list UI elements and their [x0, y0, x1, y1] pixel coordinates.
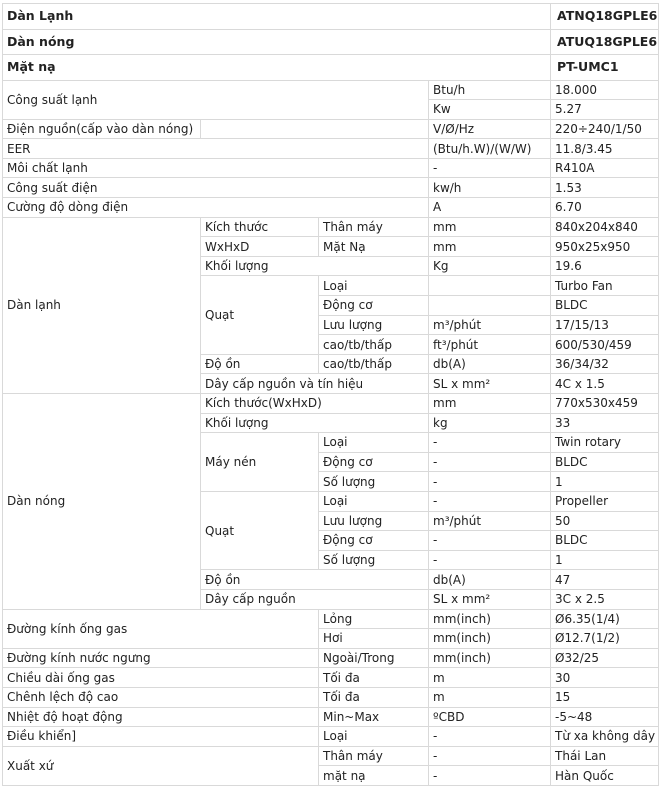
unit-cell: [429, 276, 551, 296]
value-cell: Từ xa không dây: [551, 727, 659, 747]
table-row: [3, 394, 659, 414]
value-cell: R410A: [551, 158, 659, 178]
sub-label: Lưu lượng: [319, 511, 429, 531]
unit-cell: [429, 296, 551, 316]
value-cell: Hàn Quốc: [551, 766, 659, 786]
unit-cell: -: [429, 491, 551, 511]
unit-cell: mm(inch): [429, 629, 551, 649]
unit-cell: mm: [429, 237, 551, 257]
value-cell: Ø6.35(1/4): [551, 609, 659, 629]
sub-label: Loại: [319, 433, 429, 453]
value-cell: 5.27: [551, 100, 659, 120]
sub-label: Ngoài/Trong: [319, 648, 429, 668]
value-cell: Propeller: [551, 491, 659, 511]
value-cell: 600/530/459: [551, 335, 659, 355]
spec-table: [2, 3, 659, 786]
value-cell: 1.53: [551, 178, 659, 198]
value-cell: 18.000: [551, 80, 659, 100]
value-cell: 17/15/13: [551, 315, 659, 335]
unit-cell: ºCBD: [429, 707, 551, 727]
row-label: Môi chất lạnh: [3, 158, 429, 178]
unit-cell: -: [429, 746, 551, 766]
unit-cell: V/Ø/Hz: [429, 119, 551, 139]
value-cell: 15: [551, 687, 659, 707]
sub-label: Tối đa: [319, 668, 429, 688]
value-cell: Turbo Fan: [551, 276, 659, 296]
row-label: Quạt: [201, 491, 319, 569]
value-cell: 840x204x840: [551, 217, 659, 237]
unit-cell: -: [429, 766, 551, 786]
table-row: [3, 139, 659, 159]
table-row: [3, 29, 659, 55]
value-cell: Ø12.7(1/2): [551, 629, 659, 649]
row-label: Điện nguồn(cấp vào dàn nóng): [3, 119, 201, 139]
row-label: Máy nén: [201, 433, 319, 492]
unit-cell: m³/phút: [429, 315, 551, 335]
row-label: Mặt nạ: [3, 55, 551, 81]
unit-cell: SL x mm²: [429, 374, 551, 394]
table-row: [3, 746, 659, 766]
row-label: Dây cấp nguồn: [201, 589, 429, 609]
value-cell: 950x25x950: [551, 237, 659, 257]
table-row: [3, 178, 659, 198]
value-cell: 30: [551, 668, 659, 688]
unit-cell: db(A): [429, 570, 551, 590]
table-row: [3, 727, 659, 747]
unit-cell: kw/h: [429, 178, 551, 198]
unit-cell: m: [429, 668, 551, 688]
row-label: Dàn nóng: [3, 29, 551, 55]
unit-cell: -: [429, 158, 551, 178]
table-row: [3, 55, 659, 81]
unit-cell: -: [429, 550, 551, 570]
unit-cell: Btu/h: [429, 80, 551, 100]
unit-cell: -: [429, 433, 551, 453]
sub-label: Thân máy: [319, 217, 429, 237]
sub-label: Số lượng: [319, 472, 429, 492]
sub-label: Lưu lượng: [319, 315, 429, 335]
value-cell: 4C x 1.5: [551, 374, 659, 394]
table-row: [3, 648, 659, 668]
sub-label: Loại: [319, 491, 429, 511]
row-label: Quạt: [201, 276, 319, 354]
row-value: ATNQ18GPLE6: [551, 4, 659, 30]
value-cell: 220÷240/1/50: [551, 119, 659, 139]
sub-label: Loại: [319, 727, 429, 747]
value-cell: Twin rotary: [551, 433, 659, 453]
row-value: PT-UMC1: [551, 55, 659, 81]
value-cell: 1: [551, 472, 659, 492]
sub-label: Loại: [319, 276, 429, 296]
unit-cell: mm: [429, 217, 551, 237]
row-value: ATUQ18GPLE6: [551, 29, 659, 55]
value-cell: -5~48: [551, 707, 659, 727]
row-label: Dây cấp nguồn và tín hiệu: [201, 374, 429, 394]
sub-label: cao/tb/thấp: [319, 335, 429, 355]
section-label-outdoor: Dàn nóng: [3, 394, 201, 610]
sub-label: Lỏng: [319, 609, 429, 629]
row-label: Xuất xứ: [3, 746, 319, 785]
row-label: Kích thước: [201, 217, 319, 237]
row-label: Chiều dài ống gas: [3, 668, 319, 688]
row-label: Đường kính nước ngưng: [3, 648, 319, 668]
value-cell: 50: [551, 511, 659, 531]
unit-cell: kg: [429, 413, 551, 433]
unit-cell: m: [429, 687, 551, 707]
row-label: Chênh lệch độ cao: [3, 687, 319, 707]
value-cell: 6.70: [551, 198, 659, 218]
row-label: Khối lượng: [201, 256, 429, 276]
table-row: [3, 609, 659, 629]
unit-cell: -: [429, 472, 551, 492]
value-cell: 770x530x459: [551, 394, 659, 414]
value-cell: 19.6: [551, 256, 659, 276]
sub-label: Động cơ: [319, 296, 429, 316]
value-cell: BLDC: [551, 531, 659, 551]
unit-cell: -: [429, 452, 551, 472]
value-cell: 33: [551, 413, 659, 433]
table-row: [3, 668, 659, 688]
unit-cell: Kg: [429, 256, 551, 276]
table-row: [3, 4, 659, 30]
sub-label: Động cơ: [319, 531, 429, 551]
unit-cell: db(A): [429, 354, 551, 374]
table-row: [3, 119, 659, 139]
row-label: Nhiệt độ hoạt động: [3, 707, 319, 727]
row-label: Kích thước(WxHxD): [201, 394, 429, 414]
unit-cell: SL x mm²: [429, 589, 551, 609]
table-row: [3, 198, 659, 218]
sub-label: mặt nạ: [319, 766, 429, 786]
unit-cell: mm: [429, 394, 551, 414]
unit-cell: ft³/phút: [429, 335, 551, 355]
value-cell: 47: [551, 570, 659, 590]
sub-label: cao/tb/thấp: [319, 354, 429, 374]
table-row: [3, 687, 659, 707]
unit-cell: m³/phút: [429, 511, 551, 531]
unit-cell: (Btu/h.W)/(W/W): [429, 139, 551, 159]
row-label: Khối lượng: [201, 413, 429, 433]
sub-label: Tối đa: [319, 687, 429, 707]
row-label: WxHxD: [201, 237, 319, 257]
unit-cell: Kw: [429, 100, 551, 120]
value-cell: Thái Lan: [551, 746, 659, 766]
row-label: Công suất điện: [3, 178, 429, 198]
unit-cell: mm(inch): [429, 609, 551, 629]
value-cell: BLDC: [551, 452, 659, 472]
table-row: [3, 80, 659, 100]
unit-cell: A: [429, 198, 551, 218]
section-label-indoor: Dàn lạnh: [3, 217, 201, 393]
empty-cell: [201, 119, 429, 139]
table-row: [3, 158, 659, 178]
unit-cell: mm(inch): [429, 648, 551, 668]
row-label: EER: [3, 139, 429, 159]
row-label: Đường kính ống gas: [3, 609, 319, 648]
table-row: [3, 217, 659, 237]
row-label: Công suất lạnh: [3, 80, 429, 119]
sub-label: Min~Max: [319, 707, 429, 727]
row-label: Điều khiển]: [3, 727, 319, 747]
value-cell: 36/34/32: [551, 354, 659, 374]
value-cell: 3C x 2.5: [551, 589, 659, 609]
sub-label: Hơi: [319, 629, 429, 649]
row-label: Cường độ dòng điện: [3, 198, 429, 218]
unit-cell: -: [429, 727, 551, 747]
value-cell: 1: [551, 550, 659, 570]
row-label: Độ ồn: [201, 570, 429, 590]
sub-label: Thân máy: [319, 746, 429, 766]
value-cell: Ø32/25: [551, 648, 659, 668]
row-label: Dàn Lạnh: [3, 4, 551, 30]
value-cell: BLDC: [551, 296, 659, 316]
sub-label: Động cơ: [319, 452, 429, 472]
row-label: Độ ồn: [201, 354, 319, 374]
unit-cell: -: [429, 531, 551, 551]
table-row: [3, 707, 659, 727]
sub-label: Mặt Nạ: [319, 237, 429, 257]
value-cell: 11.8/3.45: [551, 139, 659, 159]
sub-label: Số lượng: [319, 550, 429, 570]
